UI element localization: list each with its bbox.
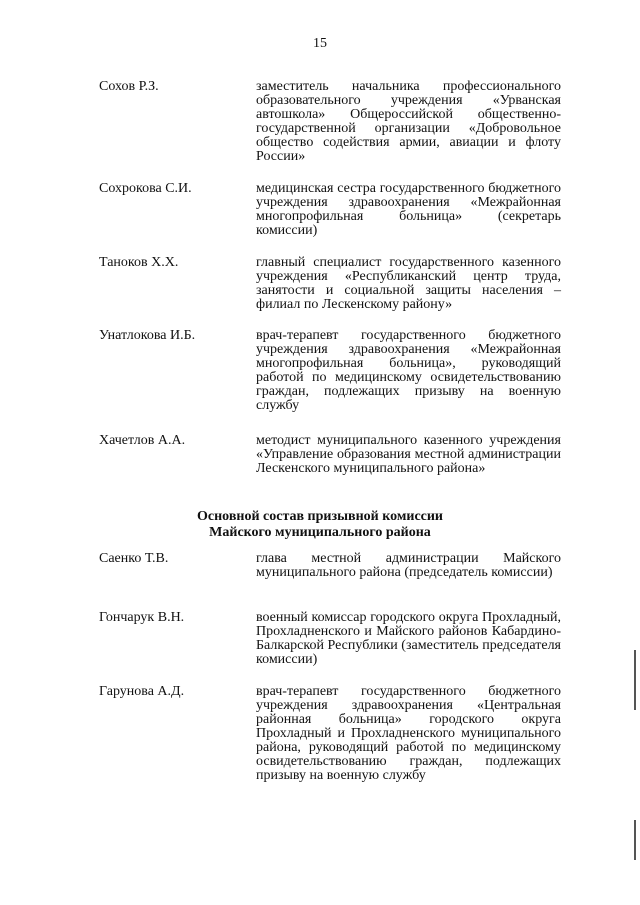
page-number: 15	[313, 36, 327, 51]
member-name: Саенко Т.В.	[99, 551, 169, 566]
member-name: Хачетлов А.А.	[99, 433, 186, 448]
commission-member	[99, 256, 561, 312]
commission-member	[99, 80, 561, 164]
member-role: медицинская сестра государственного бюджетного учреждения здравоохранения «Межрайонная многопрофильная больница» (секретарь комиссии)	[256, 181, 561, 238]
member-name: Унатлокова И.Б.	[99, 328, 196, 343]
member-role: глава местной администрации Майского муниципального района (председатель комиссии)	[256, 551, 561, 580]
member-name: Гончарук В.Н.	[99, 610, 185, 625]
commission-member	[99, 182, 561, 238]
scan-edge-mark	[634, 650, 636, 710]
member-role: главный специалист государственного казенного учреждения «Республиканский центр труда, занятости и социальной защиты населения – филиал по Лескенскому району»	[256, 255, 561, 312]
commission-member	[99, 552, 561, 580]
commission-member	[99, 611, 561, 667]
member-role: методист муниципального казенного учреждения «Управление образования местной администрации Лескенского муниципального района»	[256, 433, 561, 476]
section-heading-line: Майского муниципального района	[209, 525, 431, 540]
commission-member	[99, 434, 561, 476]
section-heading-line: Основной состав призывной комиссии	[197, 509, 443, 524]
member-role: врач-терапевт государственного бюджетного учреждения здравоохранения «Межрайонная многопрофильная больница», руководящий работой по медицинскому освидетельствованию граждан, подлежащих призыву на военную службу	[256, 328, 561, 413]
member-name: Сохрокова С.И.	[99, 181, 192, 196]
commission-member	[99, 329, 561, 413]
member-role: военный комиссар городского округа Прохладный, Прохладненского и Майского районов Кабардино-Балкарской Республики (заместитель председателя комиссии)	[256, 610, 561, 667]
scan-edge-mark	[634, 820, 636, 860]
member-name: Таноков Х.Х.	[99, 255, 179, 270]
member-name: Гарунова А.Д.	[99, 684, 185, 699]
section-heading	[0, 509, 640, 541]
member-name: Сохов Р.З.	[99, 79, 159, 94]
member-role: врач-терапевт государственного бюджетного учреждения здравоохранения «Центральная районная больница» городского округа Прохладный и Прохладненского муниципального района, руководящий работой по медицинскому освидетельствованию граждан, подлежащих призыву на военную службу	[256, 684, 561, 783]
member-role: заместитель начальника профессионального образовательного учреждения «Урванская автошкола» Общероссийской общественно-государственной организации «Добровольное общество содействия армии, авиации и флоту России»	[256, 79, 561, 164]
commission-member	[99, 685, 561, 783]
